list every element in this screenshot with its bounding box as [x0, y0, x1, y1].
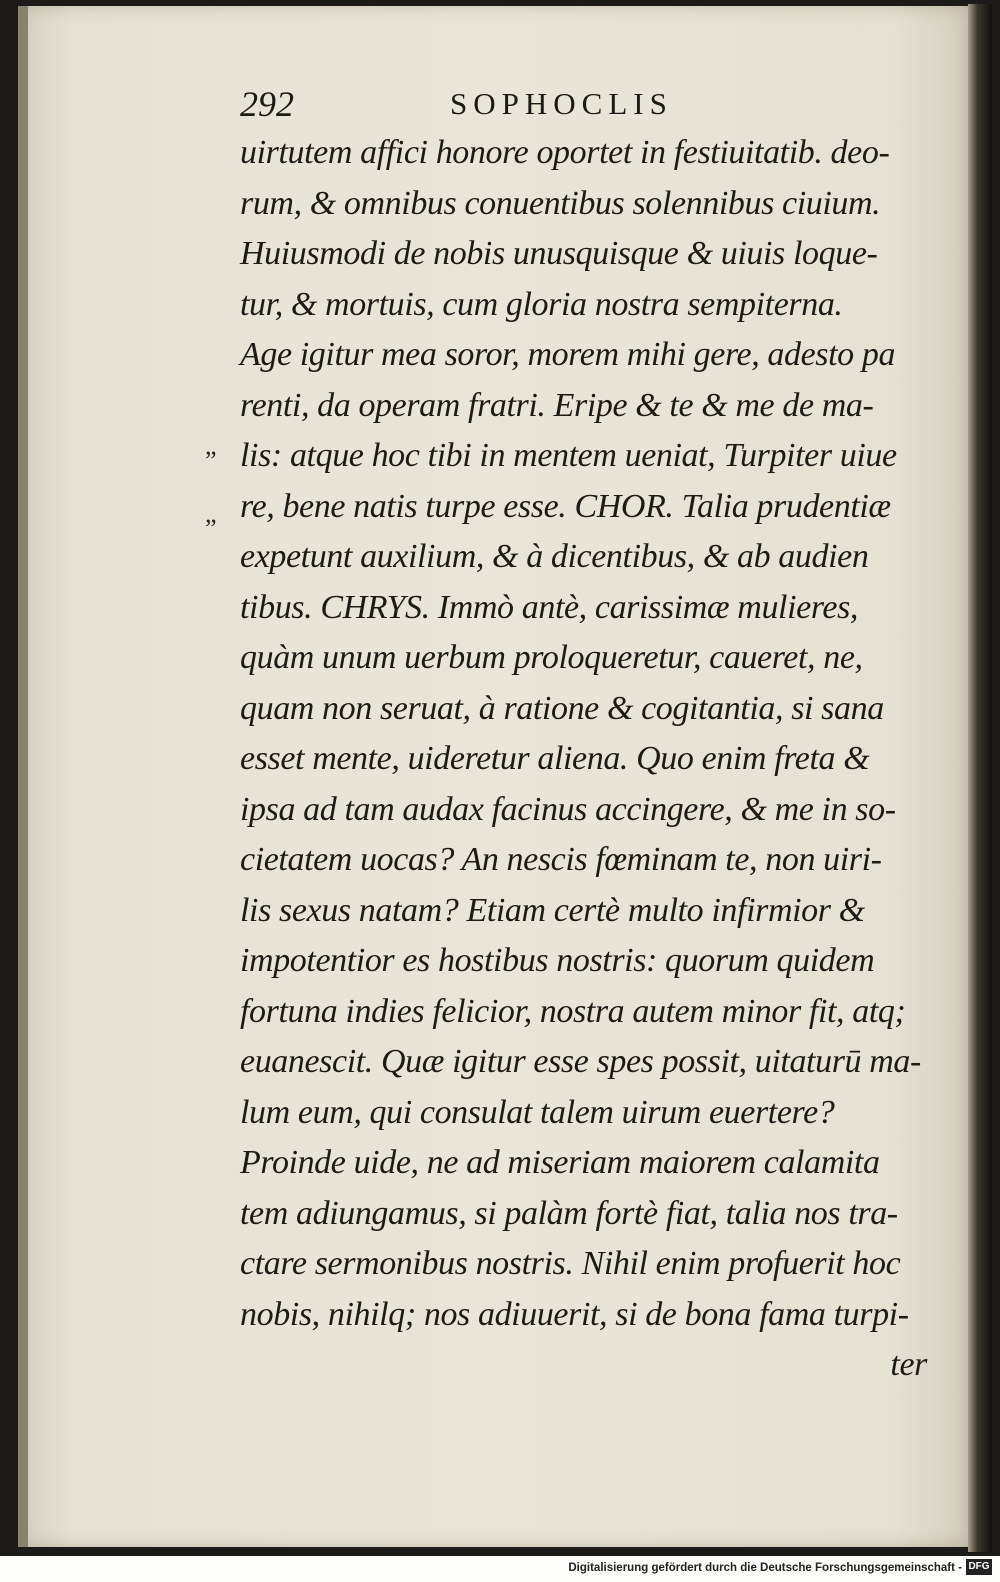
margin-quote-mark: ” [205, 514, 217, 543]
footer-bar [0, 1556, 1000, 1582]
text-line: impotentior es hostibus nostris: quorum quidem [240, 942, 875, 979]
text-line: euanescit. Quæ igitur esse spes possit, uitaturū ma- [240, 1043, 921, 1080]
text-line: esset mente, uideretur aliena. Quo enim freta & [240, 740, 870, 777]
text-line: quam non seruat, à ratione & cogitantia, si sana [240, 689, 884, 727]
text-line: quàm unum uerbum proloqueretur, caueret, ne, [240, 639, 863, 676]
text-line: cietatem uocas? An nescis fœminam te, non uiri- [240, 841, 882, 878]
text-line: fortuna indies felicior, nostra autem minor fit, atq; [240, 992, 906, 1030]
text-line: tibus. CHRYS. Immò antè, carissimæ mulieres, [240, 588, 859, 626]
text-line: renti, da operam fratri. Eripe & te & me de ma- [240, 386, 874, 424]
text-line: lum eum, qui consulat talem uirum euertere? [240, 1093, 835, 1131]
text-line: rum, & omnibus conuentibus solennibus ciuium. [240, 184, 881, 222]
page-number: 292 [240, 84, 294, 124]
text-line: Proinde uide, ne ad miseriam maiorem calamita [240, 1144, 880, 1181]
text-line: lis sexus natam? Etiam certè multo infirmior & [240, 891, 865, 929]
page-left-edge [18, 6, 28, 1547]
text-line: tem adiungamus, si palàm fortè fiat, talia nos tra- [240, 1194, 898, 1232]
text-line: tur, & mortuis, cum gloria nostra sempiterna. [240, 285, 843, 323]
page-header [240, 80, 760, 128]
text-line: ipsa ad tam audax facinus accingere, & me in so- [240, 790, 896, 828]
running-title: SOPHOCLIS [450, 86, 673, 121]
footer-credit: Digitalisierung gefördert durch die Deutsche Forschungsgemeinschaft - [568, 1562, 962, 1574]
margin-quote-mark: ” [205, 446, 217, 475]
text-line: expetunt auxilium, & à dicentibus, & ab audien [240, 538, 869, 575]
text-line: re, bene natis turpe esse. CHOR. Talia prudentiæ [240, 487, 891, 525]
catchword: ter [890, 1346, 927, 1383]
page-right-edge [968, 4, 992, 1552]
dfg-logo[interactable]: DFG [966, 1559, 992, 1575]
text-line: uirtutem affici honore oportet in festiuitatib. deo- [240, 134, 890, 171]
text-line: Huiusmodi de nobis unusquisque & uiuis loque- [240, 235, 878, 272]
text-line: lis: atque hoc tibi in mentem ueniat, Turpiter uiue [240, 437, 897, 474]
body-text [240, 128, 945, 1391]
text-line: ctare sermonibus nostris. Nihil enim profuerit hoc [240, 1245, 901, 1282]
text-line: nobis, nihilq; nos adiuuerit, si de bona fama turpi- [240, 1295, 909, 1333]
text-line: Age igitur mea soror, morem mihi gere, adesto pa [240, 336, 896, 373]
